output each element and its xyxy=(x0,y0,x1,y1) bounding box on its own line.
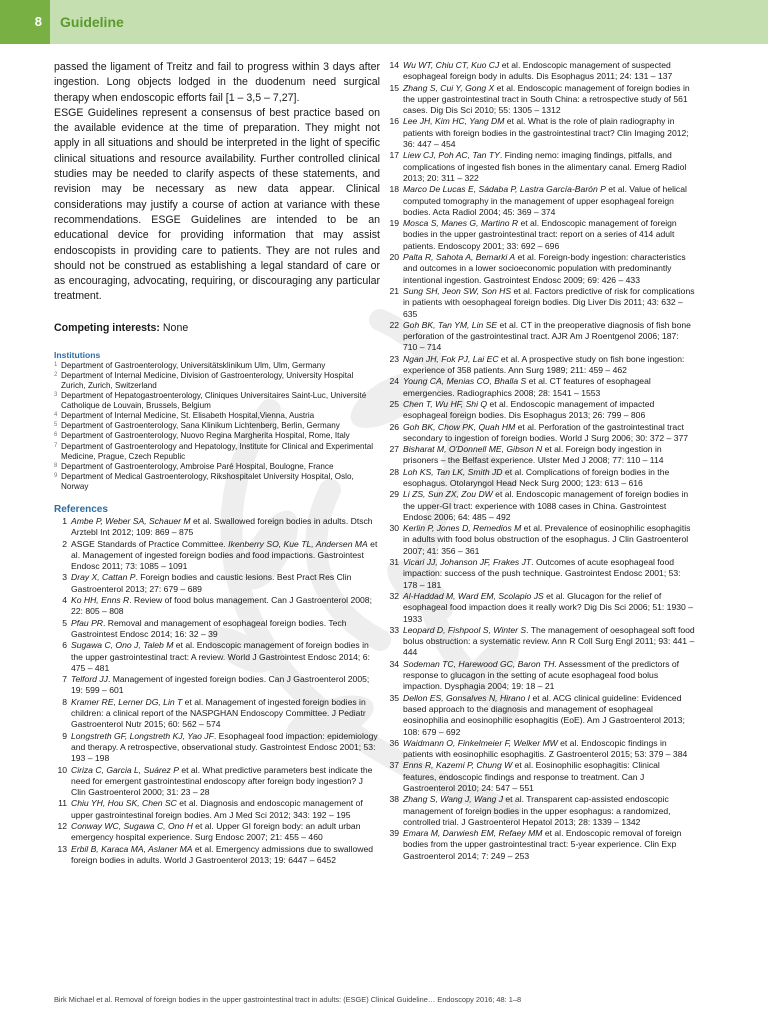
institution-text: Department of Internal Medicine, St. Elisabeth Hospital,Vienna, Austria xyxy=(61,411,315,421)
reference-authors: Conway WC, Sugawa C, Ono H xyxy=(71,820,193,831)
references-list-left xyxy=(54,516,380,866)
reference-number: 39 xyxy=(389,828,399,839)
page-number: 8 xyxy=(0,0,50,44)
reference-text xyxy=(403,252,695,286)
reference-number: 6 xyxy=(62,640,67,651)
reference-authors: Sung SH, Jeon SW, Son HS xyxy=(403,285,512,296)
reference-citation: . Outcomes of acute esophageal food impaction: success of the push technique. Gastrointest Endosc 2001; 53: 178 – 181 xyxy=(403,557,681,590)
reference-authors: Goh BK, Tan YM, Lin SE xyxy=(403,319,498,330)
reference-authors: Ngan JH, Fok PJ, Lai EC xyxy=(403,353,499,364)
reference-citation: et al. Complications of foreign bodies in the esophagus. Otolaryngol Head Neck Surg 2000; 123: 613 – 616 xyxy=(403,466,670,488)
reference-number: 15 xyxy=(389,82,399,93)
reference-item xyxy=(385,60,695,83)
reference-item xyxy=(54,798,380,821)
reference-number: 36 xyxy=(389,737,399,748)
reference-item xyxy=(54,516,380,539)
institution-number: 8 xyxy=(54,462,58,469)
reference-item xyxy=(385,320,695,354)
reference-citation: . Finding nemo: imaging findings, pitfalls, and complications of ingested fish bones in the alimentary canal. Emerg Radiol 2013; 20: 311 – 322 xyxy=(403,150,687,183)
reference-authors: Kramer RE, Lerner DG, Lin T xyxy=(71,696,183,707)
reference-citation: . Management of ingested foreign bodies. Can J Gastroenterol 2005; 19: 599 – 601 xyxy=(71,674,370,696)
reference-text xyxy=(403,738,695,761)
reference-citation: et al. Foreign body ingestion in prisoners – the Belfast experience. Ulster Med J 2008; 77: 110 – 114 xyxy=(403,444,664,466)
reference-authors: Chen T, Wu HF, Shi Q xyxy=(403,398,488,409)
institution-number: 3 xyxy=(54,392,58,399)
reference-citation: . Esophageal food impaction: epidemiology and therapy. A retrospective, observational study. Gastrointest Endosc 2001; 53: 193 – 198 xyxy=(71,730,378,764)
reference-text xyxy=(403,467,695,490)
reference-text xyxy=(71,618,380,641)
reference-authors: Wu WT, Chiu CT, Kuo CJ xyxy=(403,60,500,70)
reference-item xyxy=(54,697,380,731)
reference-number: 9 xyxy=(62,730,67,741)
reference-number: 22 xyxy=(389,319,399,330)
institution-text: Department of Gastroenterology, Nuovo Regina Margherita Hospital, Rome, Italy xyxy=(61,431,350,441)
reference-item xyxy=(385,422,695,445)
reference-authors: Lee JH, Kim HC, Yang DM xyxy=(403,116,505,127)
reference-citation: et al. Glucagon for the relief of esophageal food impaction does it really work? Dig Dis Sci 2006; 51: 1930 – 1933 xyxy=(403,590,693,624)
reference-item xyxy=(385,591,695,625)
reference-authors: Dray X, Cattan P xyxy=(71,572,136,583)
reference-item xyxy=(385,376,695,399)
institution-item xyxy=(54,391,380,411)
reference-citation: et al. Factors predictive of risk for complications in patients with oesophageal foreign bodies. Dig Liver Dis 2011; 43: 632 – 635 xyxy=(403,285,695,319)
reference-text xyxy=(403,218,695,252)
reference-text xyxy=(403,422,695,445)
reference-number: 20 xyxy=(389,252,399,263)
reference-item xyxy=(385,693,695,738)
reference-citation: . Assessment of the predictors of response to glucagon in the setting of acute esophageal food bolus impaction. Dysphagia 2004; 19: 18 – 21 xyxy=(403,658,680,692)
reference-citation: et al. Swallowed foreign bodies in adults. Dtsch Arztebl Int 2012; 109: 869 – 875 xyxy=(71,515,373,538)
reference-authors: Vicari JJ, Johanson JF, Frakes JT xyxy=(403,557,532,568)
reference-authors: Al-Haddad M, Ward EM, Scolapio JS xyxy=(403,590,544,601)
reference-citation: . Foreign bodies and caustic lesions. Best Pract Res Clin Gastroenterol 2013; 27: 679 – 689 xyxy=(71,572,352,594)
reference-text xyxy=(403,116,695,150)
reference-citation: et al. Endoscopic management of foreign bodies in the upper gastrointestinal tract: report on a series of 414 adult patients. Endoscopy 2001; 33: 692 – 696 xyxy=(403,218,677,251)
left-column xyxy=(54,60,380,866)
reference-text xyxy=(71,844,380,867)
reference-authors: Li ZS, Sun ZX, Zou DW xyxy=(403,489,493,500)
reference-number: 13 xyxy=(57,843,67,854)
reference-authors: Longstreth GF, Longstreth KJ, Yao JF xyxy=(71,730,214,741)
reference-item xyxy=(54,539,380,573)
institution-number: 1 xyxy=(54,361,58,368)
reference-item xyxy=(385,738,695,761)
reference-citation: . Removal and management of esophageal foreign bodies. Tech Gastrointest Endosc 2014; 16: 32 – 39 xyxy=(71,617,347,639)
reference-text xyxy=(403,286,695,320)
competing-label: Competing interests: xyxy=(54,321,160,334)
reference-text xyxy=(403,376,695,399)
institution-text: Department of Medical Gastroenterology, Rikshospitalet University Hospital, Oslo, Norway xyxy=(61,471,354,491)
reference-item xyxy=(385,399,695,422)
reference-number: 32 xyxy=(389,590,399,601)
reference-text xyxy=(71,516,380,539)
reference-item xyxy=(54,618,380,641)
reference-number: 8 xyxy=(62,696,67,707)
reference-citation: et al. Endoscopic management of foreign bodies in the upper gastrointestinal tract: A review. World J Gastrointest Endosc 2014; 6: 475 – 481 xyxy=(71,640,370,673)
reference-number: 31 xyxy=(389,557,399,568)
institution-item xyxy=(54,431,380,441)
reference-citation: et al. Upper GI foreign body: an adult urban emergency hospital experience. Surg Endosc 2007; 21: 455 – 460 xyxy=(71,820,361,843)
reference-text xyxy=(71,765,380,799)
reference-item xyxy=(385,828,695,862)
reference-number: 11 xyxy=(58,798,67,809)
reference-text xyxy=(403,557,695,591)
institution-item xyxy=(54,421,380,431)
institution-item xyxy=(54,371,380,391)
reference-citation: et al. Perforation of the gastrointestinal tract secondary to ingestion of foreign bodies. World J Surg 2006; 30: 372 – 377 xyxy=(403,421,689,443)
reference-item xyxy=(385,286,695,320)
reference-text xyxy=(71,674,380,697)
reference-text xyxy=(71,697,380,731)
reference-item xyxy=(385,794,695,828)
reference-number: 34 xyxy=(389,658,399,669)
reference-citation: et al. Management of ingested foreign bodies and food impactions. Gastrointest Endosc 2011; 73: 1085 – 1091 xyxy=(71,538,378,572)
reference-authors: Palta R, Sahota A, Bemarki A xyxy=(403,252,516,263)
reference-text xyxy=(403,828,695,862)
reference-text xyxy=(71,731,380,765)
reference-text xyxy=(403,489,695,523)
reference-number: 28 xyxy=(389,466,399,477)
reference-citation: et al. Diagnosis and endoscopic management of upper gastrointestinal foreign bodies. Am J Med Sci 2012; 343: 192 – 195 xyxy=(71,798,363,820)
reference-citation: et al. Eosinophilic esophagitis: Clinical features, endoscopic findings and response to treatment. Can J Gastroenterol 2010; 24: 547 – 551 xyxy=(403,760,660,793)
competing-interests xyxy=(54,322,380,334)
page-header xyxy=(0,0,768,44)
reference-text xyxy=(403,760,695,794)
reference-authors: Ciriza C, Garcia L, Suárez P xyxy=(71,764,179,775)
reference-citation: et al. Endoscopic management of foreign bodies in the upper-GI tract: experience with 1088 cases in China. Gastrointest Endosc 2006; 64: 485 – 492 xyxy=(403,489,689,522)
reference-citation: et al. What predictive parameters best indicate the need for emergent gastrointestinal endoscopy after foreign body ingestion? J Clin Gastroenterol 2000; 31: 23 – 28 xyxy=(71,764,373,798)
right-column xyxy=(385,60,695,862)
reference-item xyxy=(385,218,695,252)
reference-text xyxy=(403,523,695,557)
reference-number: 33 xyxy=(389,624,399,635)
reference-item xyxy=(385,625,695,659)
reference-prefix: ASGE Standards of Practice Committee. xyxy=(71,538,229,549)
reference-authors: Loh KS, Tan LK, Smith JD xyxy=(403,466,503,477)
reference-authors: Telford JJ xyxy=(71,674,108,685)
reference-item xyxy=(54,844,380,867)
reference-authors: Ambe P, Weber SA, Schauer M xyxy=(71,515,191,526)
institution-item xyxy=(54,442,380,462)
reference-authors: Pfau PR xyxy=(71,617,104,628)
reference-item xyxy=(54,640,380,674)
reference-number: 10 xyxy=(57,764,67,775)
reference-number: 25 xyxy=(389,398,399,409)
reference-citation: et al. Transparent cap-assisted endoscopic management of foreign bodies in the upper esophagus: a randomized, controlled trial. J Gastroenterol Hepatol 2013; 28: 1339 – 1342 xyxy=(403,794,671,827)
reference-authors: Emara M, Darwiesh EM, Refaey MM xyxy=(403,828,543,839)
reference-item xyxy=(385,557,695,591)
reference-citation: et al. Prevalence of eosinophilic esophagitis in adults with food bolus obstruction of the esophagus. J Clin Gastroenterol 2007; 41: 356 – 361 xyxy=(403,523,691,556)
reference-number: 2 xyxy=(62,538,67,549)
institution-text: Department of Gastroenterology, Sana Klinikum Lichtenberg, Berlin, Germany xyxy=(61,421,340,431)
reference-text xyxy=(403,320,695,354)
reference-number: 21 xyxy=(389,285,399,296)
reference-text xyxy=(403,150,695,184)
reference-citation: et al. Endoscopic management of impacted esophageal foreign bodies. Dis Esophagus 2013; 26: 799 – 806 xyxy=(403,398,655,421)
reference-number: 24 xyxy=(389,376,399,387)
institution-text: Department of Gastroenterology and Hepatology, Institute for Clinical and Experimental Medicine, Prague, Czech Republic xyxy=(61,441,374,461)
reference-number: 23 xyxy=(389,353,399,364)
institution-number: 4 xyxy=(54,412,58,419)
reference-citation: . The management of oesophageal soft food bolus obstruction: a systematic review. Ann R Coll Surg Engl 2011; 93: 441 – 444 xyxy=(403,624,695,658)
competing-value: None xyxy=(162,321,189,334)
reference-text xyxy=(403,184,695,218)
reference-citation: et al. A prospective study on fish bone ingestion: experience of 358 patients. Ann Surg 1989; 211: 459 – 462 xyxy=(403,353,685,376)
reference-number: 35 xyxy=(389,692,399,703)
section-label: Guideline xyxy=(60,14,124,30)
reference-item xyxy=(385,760,695,794)
reference-text xyxy=(403,591,695,625)
reference-citation: et al. ACG clinical guideline: Evidenced based approach to the diagnosis and management of esophageal eosinophilia and eosinophilic esophagitis (EoE). Am J Gastroenterol 2013; 108: 679 – 692 xyxy=(403,692,685,737)
reference-text xyxy=(403,693,695,738)
reference-number: 18 xyxy=(389,184,399,195)
reference-text xyxy=(403,60,695,83)
reference-number: 4 xyxy=(62,595,67,606)
reference-item xyxy=(54,572,380,595)
reference-number: 14 xyxy=(389,60,399,70)
reference-authors: Sodeman TC, Harewood GC, Baron TH xyxy=(403,658,555,669)
reference-item xyxy=(54,595,380,618)
reference-citation: et al. Emergency admissions due to swallowed foreign bodies in adults. World J Gastroenterol 2013; 19: 6447 – 6452 xyxy=(71,843,374,865)
reference-citation: et al. Foreign-body ingestion: characteristics and outcomes in a lower socioeconomic population with predominantly intentional ingestion. Gastrointest Endosc 2009; 69: 426 – 433 xyxy=(403,252,686,285)
reference-citation: et al. What is the role of plain radiography in patients with foreign bodies in the gastrointestinal tract? Clin Imaging 2012; 36: 447 – 454 xyxy=(403,116,689,150)
reference-authors: Waidmann O, Finkelmeier F, Welker MW xyxy=(403,737,558,748)
reference-number: 29 xyxy=(389,489,399,500)
reference-item xyxy=(385,252,695,286)
reference-authors: Enns R, Kazemi P, Chung W xyxy=(403,760,513,771)
reference-citation: et al. Endoscopic removal of foreign bodies from the upper gastrointestinal tract: 5-year experience. Clin Exp Gastroenterol 2014; 7: 249 – 253 xyxy=(403,828,682,861)
reference-item xyxy=(385,659,695,693)
reference-item xyxy=(385,83,695,117)
reference-number: 3 xyxy=(62,572,67,583)
institution-text: Department of Gastroenterology, Ambroise Paré Hospital, Boulogne, France xyxy=(61,461,334,471)
institutions-list xyxy=(54,361,380,492)
reference-authors: Leopard D, Fishpool S, Winter S xyxy=(403,624,527,635)
reference-authors: Erbil B, Karaca MA, Aslaner MA xyxy=(71,843,193,854)
reference-authors: Zhang S, Wang J, Wang J xyxy=(403,794,503,805)
reference-citation: et al. CT in the preoperative diagnosis of fish bone perforation of the gastrointestinal tract. AJR Am J Roentgenol 2006; 187: 710 – 714 xyxy=(403,319,691,353)
reference-authors: Ikenberry SO, Kue TL, Andersen MA xyxy=(228,538,368,549)
reference-number: 30 xyxy=(389,523,399,534)
institution-number: 2 xyxy=(54,371,58,378)
reference-number: 19 xyxy=(389,218,399,229)
institution-text: Department of Internal Medicine, Division of Gastroenterology, University Hospital Zurich, Zurich, Switzerland xyxy=(61,370,354,390)
institution-number: 7 xyxy=(54,442,58,449)
reference-item xyxy=(385,444,695,467)
reference-item xyxy=(54,821,380,844)
reference-citation: et al. Management of ingested foreign bodies in children: a clinical report of the NASPGHAN Endoscopy Committee. J Pediatr Gastroenterol Nutr 2015; 60: 562 – 574 xyxy=(71,696,366,730)
reference-text xyxy=(403,625,695,659)
reference-item xyxy=(385,489,695,523)
reference-text xyxy=(403,659,695,693)
reference-number: 1 xyxy=(62,515,67,526)
reference-number: 27 xyxy=(389,444,399,455)
reference-number: 17 xyxy=(389,150,399,161)
reference-authors: Mosca S, Manes G, Martino R xyxy=(403,218,519,229)
reference-item xyxy=(385,354,695,377)
institution-item xyxy=(54,472,380,492)
reference-citation: et al. Value of helical computed tomography in the management of upper esophageal foreign bodies. Acta Radiol 2004; 45: 369 – 374 xyxy=(403,184,687,217)
reference-text xyxy=(71,572,380,595)
reference-item xyxy=(385,523,695,557)
reference-number: 16 xyxy=(389,116,399,127)
reference-item xyxy=(385,467,695,490)
reference-authors: Bisharat M, O'Donnell ME, Gibson N xyxy=(403,444,543,455)
reference-text xyxy=(403,794,695,828)
page-footer: Birk Michael et al. Removal of foreign bodies in the upper gastrointestinal tract in adults: (ESGE) Clinical Guideline… Endoscopy 2016; 48: 1–8 xyxy=(54,995,522,1004)
references-heading: References xyxy=(54,503,108,515)
reference-authors: Ko HH, Enns R xyxy=(71,595,130,606)
institution-text: Department of Hepatogastroenterology, Cliniques Universitaires Saint-Luc, Université Catholique de Louvain, Brussels, Belgium xyxy=(61,391,367,411)
body-paragraph: ESGE Guidelines represent a consensus of best practice based on the available evidence at the time of preparation. They might not apply in all situations and should be interpreted in the light of specific clinical situations and resource availability. Further controlled clinical studies may be needed to clarify aspects of these statements, and revision may be necessary as new data appear. Clinical considerations may justify a course of action at variance with these recommendations. ESGE Guidelines are intended to be an educational device for providing information that may assist endoscopists in providing care to patients. They are not rules and should not be construed as establishing a legal standard of care or as encouraging, advocating, requiring, or discouraging any particular treatment. xyxy=(54,106,380,303)
reference-text xyxy=(403,444,695,467)
reference-citation: et al. CT features of esophageal emergencies. Radiographics 2008; 28: 1541 – 1553 xyxy=(403,376,651,398)
reference-item xyxy=(54,731,380,765)
reference-text xyxy=(403,354,695,377)
reference-authors: Dellon ES, Gonsalves N, Hirano I xyxy=(403,692,531,703)
institution-text: Department of Gastroenterology, Universitätsklinikum Ulm, Ulm, Germany xyxy=(61,360,326,370)
institution-number: 9 xyxy=(54,472,58,479)
references-list-right xyxy=(385,60,695,862)
reference-authors: Zhang S, Cui Y, Gong X xyxy=(403,82,495,93)
reference-number: 38 xyxy=(389,794,399,805)
institution-number: 6 xyxy=(54,432,58,439)
reference-number: 5 xyxy=(62,617,67,628)
reference-text xyxy=(71,595,380,618)
reference-authors: Marco De Lucas E, Sádaba P, Lastra García-Barón P xyxy=(403,184,606,195)
reference-authors: Kerlin P, Jones D, Remedios M xyxy=(403,523,522,534)
institutions-heading: Institutions xyxy=(54,349,101,360)
reference-authors: Chiu YH, Hou SK, Chen SC xyxy=(71,798,177,809)
reference-authors: Young CA, Menias CO, Bhalla S xyxy=(403,376,527,387)
reference-text xyxy=(71,539,380,573)
reference-citation: et al. Endoscopic findings in patients with eosinophilic esophagitis. Z Gastroenterol 2015; 53: 379 – 384 xyxy=(403,737,688,760)
institution-number: 5 xyxy=(54,422,58,429)
reference-item xyxy=(385,116,695,150)
institution-item xyxy=(54,462,380,472)
reference-citation: . Review of food bolus management. Can J Gastroenterol 2008; 22: 805 – 808 xyxy=(71,595,372,617)
reference-authors: Sugawa C, Ono J, Taleb M xyxy=(71,640,174,651)
reference-item xyxy=(54,765,380,799)
reference-citation: et al. Endoscopic management of suspected esophageal foreign body in adults. Dis Esophagus 2011; 24: 131 – 137 xyxy=(403,60,673,82)
reference-authors: Liew CJ, Poh AC, Tan TY xyxy=(403,150,500,161)
institution-item xyxy=(54,411,380,421)
body-paragraph: passed the ligament of Treitz and fail to progress within 3 days after ingestion. Long objects lodged in the duodenum need surgical therapy when endoscopic efforts fail [1 – 3,5 – 7,27]. xyxy=(54,61,380,104)
reference-number: 26 xyxy=(389,421,399,432)
reference-item xyxy=(54,674,380,697)
reference-text xyxy=(71,640,380,674)
reference-number: 12 xyxy=(57,820,67,831)
reference-text xyxy=(71,798,380,821)
reference-number: 7 xyxy=(62,674,67,685)
reference-text xyxy=(403,399,695,422)
reference-number: 37 xyxy=(389,760,399,771)
reference-item xyxy=(385,150,695,184)
reference-text xyxy=(403,83,695,117)
reference-authors: Goh BK, Chow PK, Quah HM xyxy=(403,421,516,432)
reference-citation: et al. Endoscopic management of foreign bodies in the upper gastrointestinal tract in South China: a retrospective study of 561 cases. Dig Dis Sci 2010; 55: 1305 – 1312 xyxy=(403,82,690,116)
reference-item xyxy=(385,184,695,218)
institution-item xyxy=(54,361,380,371)
reference-text xyxy=(71,821,380,844)
